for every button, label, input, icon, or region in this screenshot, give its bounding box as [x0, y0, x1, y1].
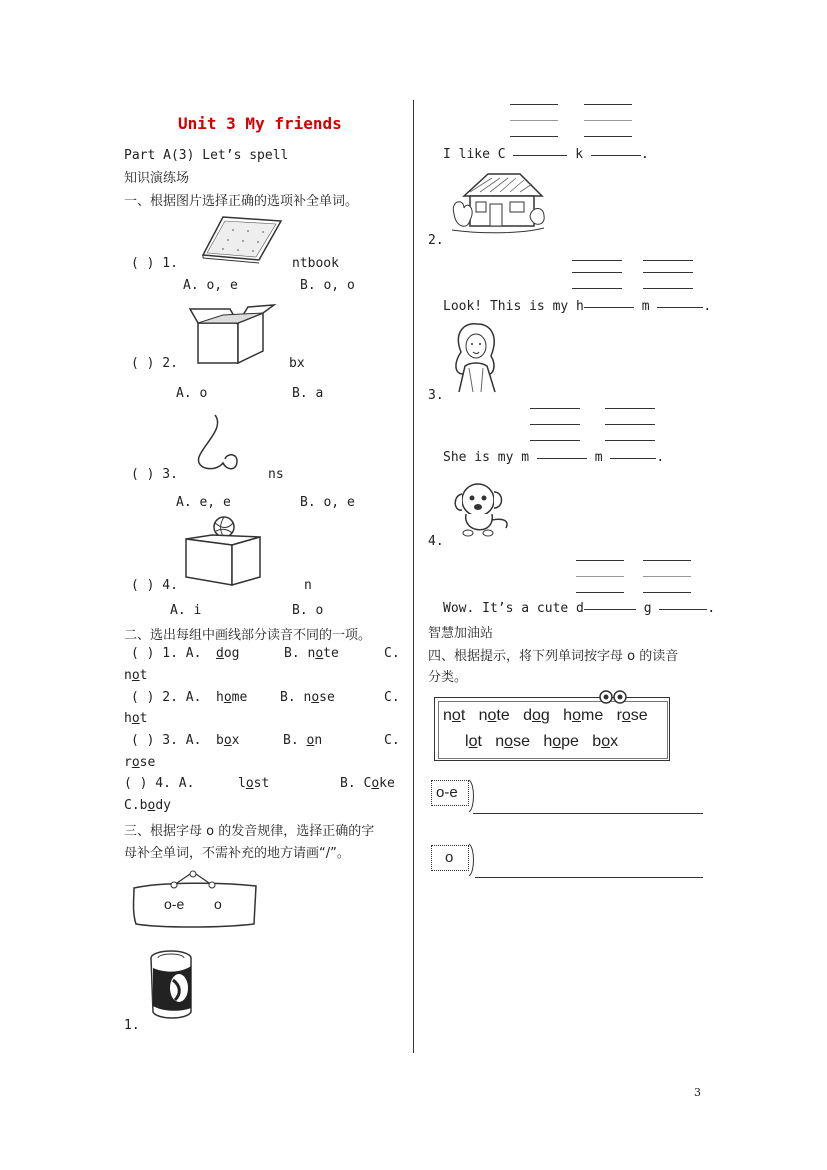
- q1-item4-option-a: A. i: [170, 603, 202, 618]
- q2-row1-c: not: [124, 668, 148, 683]
- home-blank-line: [572, 260, 622, 261]
- q2-row3-b: B. on: [283, 733, 323, 748]
- dog-blank-line: [576, 592, 624, 593]
- dog-image: [452, 478, 512, 538]
- q1-item3-word: ns: [268, 467, 284, 482]
- q1-item2-option-a: A. o: [176, 386, 208, 401]
- q1-item1-word: ntbook: [292, 256, 339, 271]
- home-sentence: Look! This is my h m .: [443, 299, 712, 314]
- box-image: [188, 305, 278, 365]
- answer-blank[interactable]: [610, 457, 656, 459]
- q1-heading: 一、根据图片选择正确的选项补全单词。: [124, 194, 359, 209]
- word-row-1: not note dog home rose: [443, 707, 648, 724]
- q2-row2-a: home: [216, 690, 248, 705]
- q2-row3-prefix: ( ) 3. A.: [131, 733, 202, 748]
- section2-label: 智慧加油站: [428, 626, 494, 641]
- dog-blank-line: [576, 560, 624, 561]
- coke-blank-line: [584, 136, 632, 137]
- category-o-label: o: [445, 849, 454, 866]
- q1-item3-prefix: ( ) 3.: [131, 467, 178, 482]
- ball-on-box-image: [184, 515, 264, 587]
- q2-row2-c-label: C.: [384, 690, 400, 705]
- answer-blank[interactable]: [513, 154, 567, 156]
- mother-image: [447, 322, 503, 392]
- q2-row3-c: rose: [124, 755, 156, 770]
- q2-row1-a: dog: [216, 646, 240, 661]
- binoculars-icon: [596, 690, 630, 704]
- category-bracket: [467, 778, 477, 814]
- coke-blank-line: [510, 120, 558, 121]
- dog-blank-line: [643, 592, 691, 593]
- q2-row4-a: lost: [238, 776, 270, 791]
- category-o-answer-line[interactable]: [475, 877, 703, 878]
- q2-row2-c: hot: [124, 711, 148, 726]
- mother-blank-line: [530, 424, 580, 425]
- q1-item2-word: bx: [289, 356, 305, 371]
- category-bracket: [467, 842, 477, 878]
- q2-row2-b: B. nose: [280, 690, 335, 705]
- q2-row4-prefix: ( ) 4. A.: [124, 776, 195, 791]
- q3-item2-num: 2.: [428, 233, 444, 248]
- sign-word-oe: o-e: [164, 896, 185, 912]
- q1-item1-option-b: B. o, o: [300, 278, 355, 293]
- home-blank-line: [643, 260, 693, 261]
- sign-word-o: o: [214, 896, 222, 912]
- word-row-2: lot nose hope box: [465, 733, 619, 750]
- q3-item1-num: 1.: [124, 1018, 140, 1033]
- page-title: Unit 3 My friends: [178, 114, 342, 133]
- page-number: 3: [694, 1086, 701, 1099]
- home-blank-line: [643, 272, 693, 273]
- q2-row2-prefix: ( ) 2. A.: [131, 690, 202, 705]
- mother-blank-line: [530, 440, 580, 441]
- dog-blank-line: [576, 576, 624, 577]
- q3-item3-num: 3.: [428, 388, 444, 403]
- answer-blank[interactable]: [584, 608, 636, 610]
- mother-sentence: She is my m m .: [443, 450, 665, 465]
- q1-item1-prefix: ( ) 1.: [131, 256, 178, 271]
- mother-blank-line: [605, 408, 655, 409]
- answer-blank[interactable]: [591, 154, 641, 156]
- part-label: Part A(3) Let’s spell: [124, 148, 289, 163]
- notebook-image: [193, 215, 283, 265]
- q1-item2-option-b: B. a: [292, 386, 324, 401]
- home-blank-line: [572, 272, 622, 273]
- coke-blank-line: [584, 120, 632, 121]
- dog-sentence: Wow. It’s a cute d g .: [443, 601, 716, 616]
- q1-item1-option-a: A. o, e: [183, 278, 238, 293]
- q1-item4-option-b: B. o: [292, 603, 324, 618]
- coke-blank-line: [510, 136, 558, 137]
- category-oe-label: o-e: [436, 784, 458, 801]
- mother-blank-line: [605, 424, 655, 425]
- q1-item4-prefix: ( ) 4.: [131, 578, 178, 593]
- q3-item4-num: 4.: [428, 534, 444, 549]
- q2-row4-b: B. Coke: [340, 776, 395, 791]
- category-oe-answer-line[interactable]: [473, 813, 703, 814]
- hanging-sign-image: [130, 868, 260, 930]
- q2-row1-c-label: C.: [384, 646, 400, 661]
- answer-blank[interactable]: [584, 306, 634, 308]
- coke-can-image: [147, 948, 199, 1020]
- dog-blank-line: [643, 560, 691, 561]
- q3-heading-line2: 母补全单词，不需补充的地方请画“/”。: [124, 846, 350, 861]
- coke-sentence: I like C k .: [443, 147, 649, 162]
- dog-blank-line: [643, 576, 691, 577]
- section-label: 知识演练场: [124, 171, 190, 186]
- home-blank-line: [572, 288, 622, 289]
- q2-heading: 二、选出每组中画线部分读音不同的一项。: [124, 628, 372, 643]
- q2-row1-prefix: ( ) 1. A.: [131, 646, 202, 661]
- q2-row4-c: C.body: [124, 798, 171, 813]
- q3-heading-line1: 三、根据字母 o 的发音规律，选择正确的字: [124, 824, 375, 839]
- house-image: [450, 170, 546, 236]
- q2-row1-b: B. note: [284, 646, 339, 661]
- q1-item3-option-a: A. e, e: [176, 495, 231, 510]
- mother-blank-line: [530, 408, 580, 409]
- answer-blank[interactable]: [537, 457, 587, 459]
- answer-blank[interactable]: [657, 306, 703, 308]
- home-blank-line: [643, 288, 693, 289]
- q4-heading-line1: 四、根据提示，将下列单词按字母 o 的读音: [428, 649, 679, 664]
- q1-item4-word: n: [304, 578, 312, 593]
- coke-blank-line: [510, 104, 558, 105]
- nose-image: [195, 413, 245, 475]
- q1-item3-option-b: B. o, e: [300, 495, 355, 510]
- q2-row3-a: box: [216, 733, 240, 748]
- coke-blank-line: [584, 104, 632, 105]
- q4-heading-line2: 分类。: [428, 670, 468, 685]
- q2-row3-c-label: C.: [384, 733, 400, 748]
- column-divider: [413, 100, 414, 1053]
- q1-item2-prefix: ( ) 2.: [131, 356, 178, 371]
- mother-blank-line: [605, 440, 655, 441]
- answer-blank[interactable]: [659, 608, 707, 610]
